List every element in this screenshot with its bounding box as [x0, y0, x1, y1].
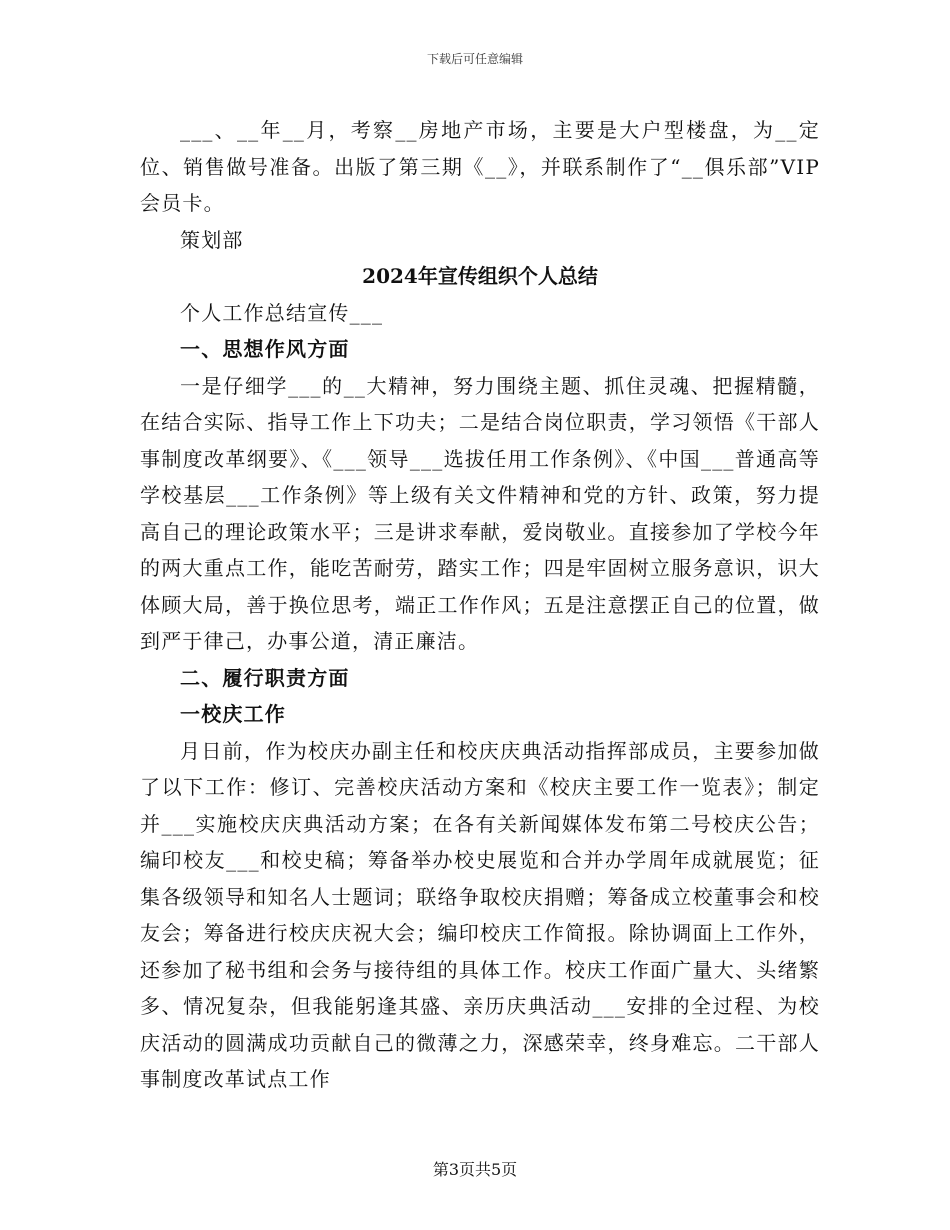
- anniversary-paragraph: 月日前，作为校庆办副主任和校庆庆典活动指挥部成员，主要参加做了以下工作：修订、完善校庆活动方案和《校庆主要工作一览表》；制定并___实施校庆庆典活动方案；在各有关新闻媒体发布第二号校庆公告；编印校友___和校史稿；筹备举办校史展览和合并办学周年成就展览；征集各级领导和知名人士题词；联络争取校庆捐赠；筹备成立校董事会和校友会；筹备进行校庆庆祝大会；编印校庆工作简报。除协调面上工作外，还参加了秘书组和会务与接待组的具体工作。校庆工作面广量大、头绪繁多、情况复杂，但我能躬逢其盛、亲历庆典活动___安排的全过程、为校庆活动的圆满成功贡献自己的微薄之力，深感荣幸，终身难忘。二干部人事制度改革试点工作: [140, 738, 820, 1091]
- subtitle-line: 个人工作总结宣传___: [180, 300, 384, 325]
- page-footer: 第3页共5页: [432, 1160, 518, 1179]
- signature-line: 策划部: [180, 227, 244, 252]
- page-header: 下载后可任意编辑: [426, 52, 523, 66]
- intro-paragraph: ___、__年__月，考察__房地产市场，主要是大户型楼盘，为__定位、销售做号准备。出版了第三期《__》，并联系制作了“__俱乐部”VIP会员卡。: [140, 118, 820, 215]
- subsection-heading-anniversary: 一校庆工作: [180, 702, 286, 726]
- document-body: [140, 112, 820, 1098]
- section-heading-duties: 二、履行职责方面: [180, 665, 350, 690]
- section-heading-ideology: 一、思想作风方面: [180, 337, 350, 361]
- document-title: 2024年宣传组织个人总结: [362, 264, 598, 288]
- ideology-paragraph: 一是仔细学___的__大精神，努力围绕主题、抓住灵魂、把握精髓，在结合实际、指导工作上下功夫；二是结合岗位职责，学习领悟《干部人事制度改革纲要》、《___领导___选拔任用工作条例》、《中国___普通高等学校基层___工作条例》等上级有关文件精神和党的方针、政策，努力提高自己的理论政策水平；三是讲求奉献，爱岗敬业。直接参加了学校今年的两大重点工作，能吃苦耐劳，踏实工作；四是牢固树立服务意识，识大体顾大局，善于换位思考，端正工作作风；五是注意摆正自己的位置，做到严于律己，办事公道，清正廉洁。: [140, 373, 820, 653]
